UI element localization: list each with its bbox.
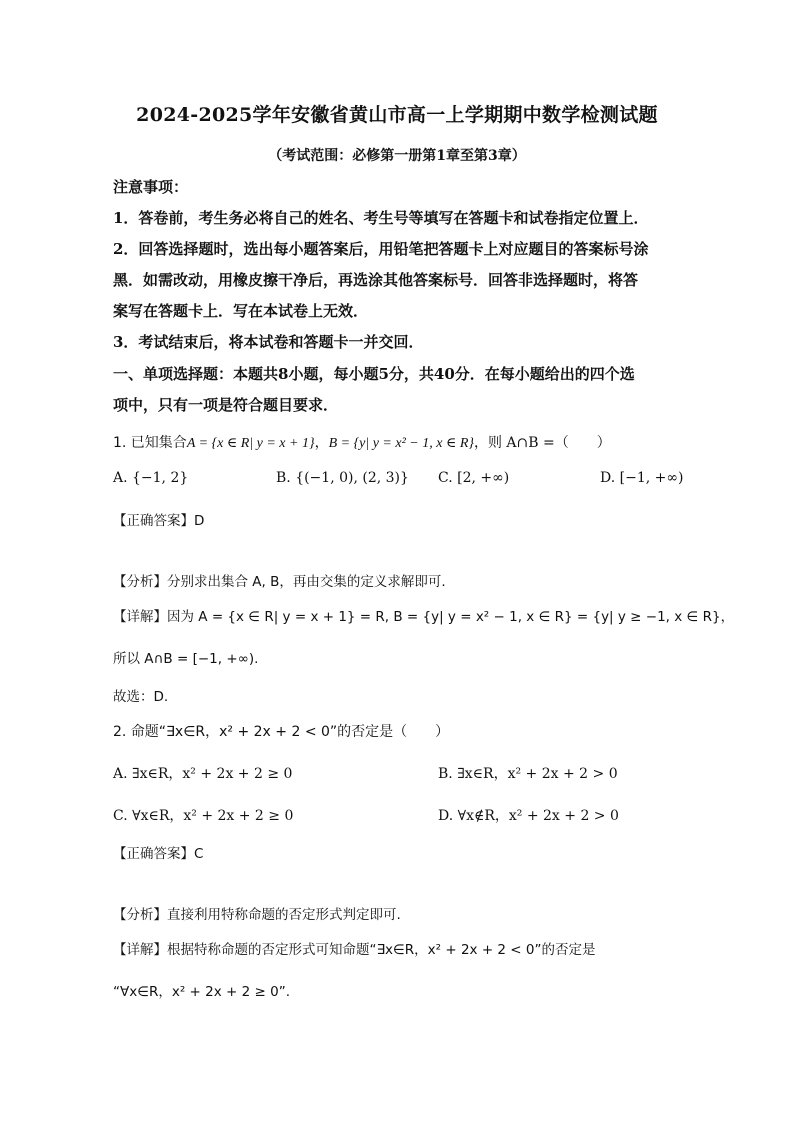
question-2-stem: 2. 命题“∃x∈R，x² + 2x + 2 < 0”的否定是（ ） [113, 724, 450, 740]
q2-detail-cont: “∀x∈R，x² + 2x + 2 ≥ 0”. [113, 984, 290, 1000]
q2-option-b: B. ∃x∈R，x² + 2x + 2 > 0 [438, 766, 618, 782]
q1-option-c: C. [2, +∞) [438, 470, 510, 486]
q2-detail: 【详解】根据特称命题的否定形式可知命题“∃x∈R，x² + 2x + 2 < 0”的否定是 [113, 942, 596, 958]
q2-option-a: A. ∃x∈R，x² + 2x + 2 ≥ 0 [113, 766, 293, 782]
q1-analysis: 【分析】分别求出集合 A, B，再由交集的定义求解即可. [113, 574, 446, 590]
q2-option-d: D. ∀x∉R，x² + 2x + 2 > 0 [438, 808, 619, 824]
question-1-stem [113, 432, 611, 452]
exam-scope: （考试范围：必修第一册第1章至第3章） [268, 148, 526, 164]
q1-option-a: A. {−1, 2} [113, 470, 189, 486]
q1-answer: 【正确答案】D [113, 513, 205, 529]
notice-item-2: 2．回答选择题时，选出每小题答案后，用铅笔把答题卡上对应题目的答案标号涂 [113, 240, 649, 258]
q1-conclusion: 故选：D. [113, 689, 169, 705]
notice-item-3: 3．考试结束后，将本试卷和答题卡一并交回． [113, 333, 424, 351]
section-heading: 一、单项选择题：本题共8小题，每小题5分，共40分．在每小题给出的四个选 [113, 365, 635, 383]
q1-option-d: D. [−1, +∞) [600, 470, 684, 486]
notice-item-2-cont-2: 案写在答题卡上．写在本试卷上无效． [113, 302, 369, 320]
page-title: 2024-2025学年安徽省黄山市高一上学期期中数学检测试题 [136, 104, 658, 126]
notice-heading: 注意事项： [113, 178, 189, 196]
notice-item-2-cont-1: 黑．如需改动，用橡皮擦干净后，再选涂其他答案标号．回答非选择题时，将答 [113, 271, 639, 289]
set-a-definition: A = {x ∈ R| y = x + 1} [186, 436, 315, 451]
q2-answer: 【正确答案】C [113, 846, 204, 862]
q1-detail-cont: 所以 A∩B = [−1, +∞). [113, 651, 259, 667]
q2-analysis: 【分析】直接利用特称命题的否定形式判定即可. [113, 907, 401, 923]
q2-option-c: C. ∀x∈R，x² + 2x + 2 ≥ 0 [113, 808, 294, 824]
question-1-suffix: ，则 A∩B =（ ） [473, 435, 611, 451]
notice-item-1: 1．答卷前，考生务必将自己的姓名、考生号等填写在答题卡和试卷指定位置上． [113, 209, 649, 227]
question-1-prefix: 1. 已知集合 [113, 435, 187, 451]
section-heading-cont: 项中，只有一项是符合题目要求． [113, 396, 339, 414]
set-b-definition: B = {y| y = x² − 1, x ∈ R} [328, 436, 474, 451]
q1-detail: 【详解】因为 A = {x ∈ R| y = x + 1} = R, B = {y| y = x² − 1, x ∈ R} = {y| y ≥ −1, x ∈ R}， [113, 609, 735, 625]
q1-option-b: B. {(−1, 0), (2, 3)} [276, 470, 409, 486]
question-1-comma: ， [314, 435, 329, 451]
